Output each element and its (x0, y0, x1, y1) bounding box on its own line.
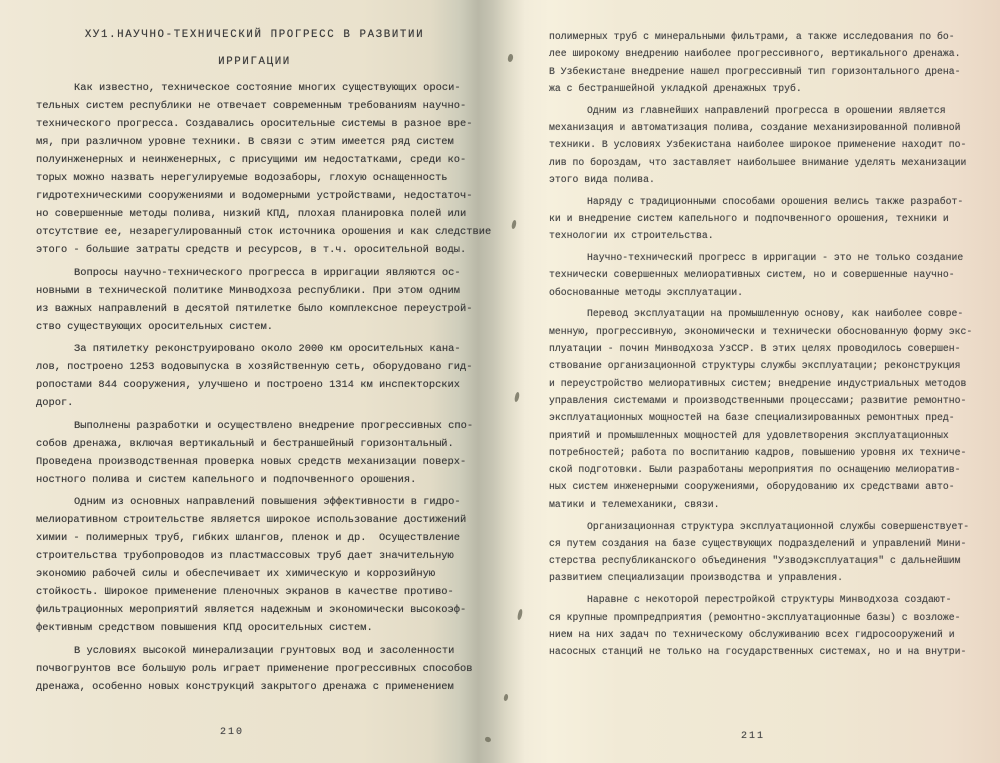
text-line: нием на них задач по техническому обслуживанию всех гидросооружений и (549, 628, 955, 640)
text-line: Одним из основных направлений повышения эффективности в гидро- (74, 496, 461, 508)
text-line: ся крупные промпредприятия (ремонтно-эксплуатационные базы) с возложе- (549, 611, 961, 623)
text-line: фективным средством повышения КПД оросительных систем. (36, 622, 373, 634)
text-line: лив по бороздам, что заставляет наибольшее внимание уделять механизации (549, 156, 967, 168)
scan-speck (511, 220, 517, 230)
text-line: торых можно назвать нерегулируемые водозаборы, глохую оснащенность (36, 172, 448, 184)
text-line: экономию рабочей силы и обеспечивает их химическую и коррозийную (36, 568, 436, 580)
text-line: потребностей; работа по воспитанию кадров, повышению уровня их техниче- (549, 446, 967, 458)
text-line: Наравне с некоторой перестройкой структуры Минводхоза создают- (587, 594, 952, 606)
chapter-heading-line2: ИРРИГАЦИИ (218, 56, 291, 68)
text-line: управления системами и производственными процессами; развитие ремонтно- (549, 394, 967, 406)
text-line: фильтрационных мероприятий является надежным и экономически высокоэф- (36, 604, 467, 616)
text-line: Наряду с традиционными способами орошения велись также разработ- (587, 195, 964, 207)
text-line: Перевод эксплуатации на промышленную основу, как наиболее совре- (587, 308, 964, 320)
right-page (549, 0, 973, 763)
text-line: химии - полимерных труб, гибких шлангов, пленок и др. Осуществление (36, 532, 461, 544)
text-line: ство существующих оросительных систем. (36, 320, 273, 333)
text-line: лов, построено 1253 водовыпуска в хозяйственную сеть, оборудовано гид- (36, 361, 473, 373)
text-line: технологии их строительства. (549, 230, 714, 242)
paragraph (36, 264, 491, 336)
text-line: ных систем инженерными сооружениями, оборудованию их средствами авто- (549, 481, 955, 493)
scan-speck (507, 54, 514, 63)
paragraph (549, 28, 972, 97)
page-number-left: 210 (219, 727, 244, 738)
text-line: дорог. (36, 397, 74, 409)
text-line: Как известно, техническое состояние многих существующих ороси- (74, 82, 461, 94)
text-line: технически совершенных мелиоративных систем, но и совершенные научно- (549, 269, 955, 281)
text-line: ской подготовки. Были разработаны мероприятия по оснащению мелиоратив- (549, 464, 961, 476)
text-line: стойкость. Широкое применение пленочных экранов в качестве противо- (36, 586, 454, 598)
text-line: ропостами 844 сооружения, улучшено и построено 1314 км инспекторских (36, 379, 461, 391)
text-line: полуинженерных и неинженерных, с присущими им недостатками, среди ко- (36, 154, 467, 166)
text-line: гидротехническими сооружениями и водомерными устройствами, недостаточ- (36, 190, 473, 202)
paragraph (36, 493, 491, 637)
text-line: отсутствие ее, незарегулированный сток источника орошения и как следствие (36, 226, 492, 238)
text-line: Одним из главнейших направлений прогресса в орошении является (587, 104, 946, 116)
text-line: из важных направлений в десятой пятилетке было комплексное переустрой- (36, 302, 473, 315)
chapter-heading (36, 22, 473, 76)
text-line: Научно-технический прогресс в ирригации - это не только создание (587, 252, 964, 264)
text-line: стерства республиканского объединения "Узводэксплуатация" с дальнейшим (549, 555, 961, 567)
text-line: дренажа, особенно новых конструкций закрытого дренажа с применением (36, 680, 454, 693)
left-page-text (36, 79, 491, 700)
text-line: механизация и автоматизация полива, создание механизированной поливной (549, 121, 961, 133)
paragraph (549, 102, 972, 188)
page-number-right: 211 (740, 731, 765, 742)
scan-speck (517, 609, 524, 621)
text-line: Организационная структура эксплуатационной службы совершенствует- (587, 520, 970, 532)
text-line: приятий и промышленных мощностей для удовлетворения эксплуатационных (549, 429, 949, 441)
paragraph (549, 249, 972, 301)
text-line: менную, прогрессивную, экономически и технически обоснованную форму экс- (549, 325, 973, 337)
text-line: эксплуатационных мощностей на базе специализированных ремонтных пред- (549, 412, 955, 424)
text-line: В Узбекистане внедрение нашел прогрессивный тип горизонтального дрена- (549, 65, 961, 77)
text-line: собов дренажа, включая вертикальный и бестраншейный горизонтальный. (36, 437, 454, 450)
scan-speck (484, 736, 491, 742)
text-line: обоснованные методы эксплуатации. (549, 286, 744, 298)
text-line: мя, при различном уровне техники. В связи с этим имеется ряд систем (36, 136, 454, 148)
left-page (36, 0, 492, 763)
paragraph (36, 340, 491, 412)
paragraph (36, 79, 491, 259)
paragraph (36, 642, 491, 696)
paragraph (549, 305, 972, 513)
paragraph (549, 193, 972, 245)
text-line: Вопросы научно-технического прогресса в ирригации являются ос- (74, 266, 461, 279)
text-line: мелиоративном строительстве является широкое использование достижений (36, 514, 467, 526)
text-line: новными в технической политике Минводхоза республики. При этом одним (36, 284, 461, 297)
right-page-text (549, 28, 972, 665)
scan-speck (514, 392, 520, 403)
paragraph (549, 591, 972, 660)
text-line: развитием специализации производства и управления. (549, 572, 843, 584)
text-line: ствование организационной структуры службы эксплуатации; реконструкция (549, 360, 961, 372)
text-line: и переустройство мелиоративных систем; внедрение индустриальных методов (549, 377, 967, 389)
text-line: полимерных труб с минеральными фильтрами, а также исследования по бо- (549, 31, 955, 42)
text-line: жа с бестраншейной укладкой дренажных труб. (549, 82, 802, 94)
text-line: плуатации - почин Минводхоза УзССР. В этих целях проводилось совершен- (549, 343, 961, 355)
paragraph (36, 417, 491, 489)
text-line: почвогрунтов все большую роль играет применение прогрессивных способов (36, 662, 473, 675)
scan-speck (503, 694, 509, 702)
text-line: но совершенные методы полива, низкий КПД, плохая планировка полей или (36, 208, 467, 220)
text-line: тельных систем республики не отвечает современным требованиям научно- (36, 100, 467, 112)
text-line: строительства трубопроводов из пластмассовых труб дает значительную (36, 550, 454, 562)
text-line: лее широкому внедрению наиболее прогрессивного, вертикального дренажа. (549, 48, 961, 60)
text-line: За пятилетку реконструировано около 2000 км оросительных кана- (74, 343, 461, 355)
text-line: техники. В условиях Узбекистана наиболее широкое применение находит по- (549, 139, 967, 151)
paragraph (549, 518, 972, 587)
text-line: ностного полива и систем капельного и подпочвенного орошения. (36, 473, 417, 486)
text-line: этого - большие затраты средств и ресурсов, в т.ч. оросительной воды. (36, 244, 467, 256)
text-line: ки и внедрение систем капельного и подпочвенного орошения, техники и (549, 212, 949, 224)
text-line: технического прогресса. Создавались оросительные системы в разное вре- (36, 118, 473, 130)
text-line: ся путем создания на базе существующих подразделений и управлений Мини- (549, 537, 967, 549)
text-line: матики и телемеханики, связи. (549, 498, 720, 510)
text-line: этого вида полива. (549, 173, 655, 185)
text-line: В условиях высокой минерализации грунтовых вод и засоленности (74, 644, 455, 657)
text-line: Выполнены разработки и осуществлено внедрение прогрессивных спо- (74, 419, 474, 432)
text-line: Проведена производственная проверка новых средств механизации поверх- (36, 455, 467, 468)
chapter-heading-line1: ХУ1.НАУЧНО-ТЕХНИЧЕСКИЙ ПРОГРЕСС В РАЗВИТИИ (84, 29, 425, 41)
text-line: насосных станций не только на государственных системах, но и на внутри- (549, 646, 967, 658)
